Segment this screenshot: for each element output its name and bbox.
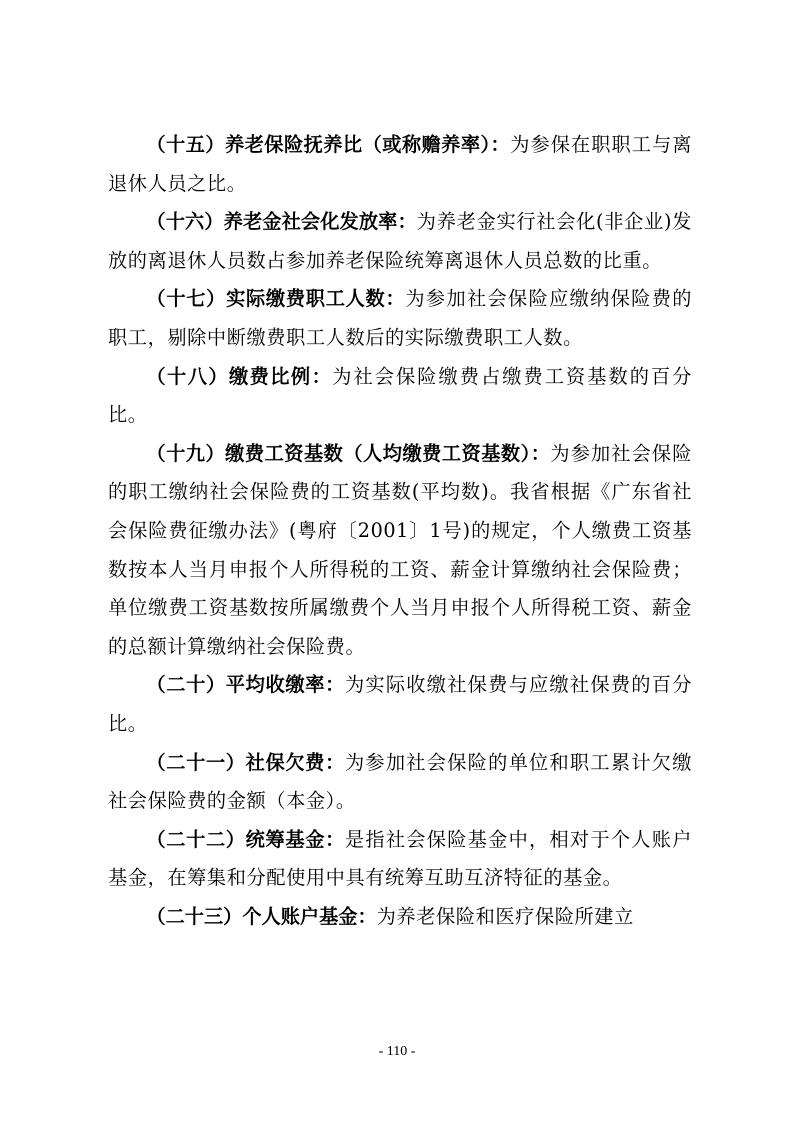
definition-term: （十七）实际缴费职工人数： <box>146 287 406 311</box>
page-number: - 110 - <box>378 1044 416 1059</box>
definition-text: 为养老金实行社会化(非企业)发放的离退休人员数占参加养老保险统筹离退休人员总数的比重。 <box>108 210 692 272</box>
definition-text: 为参加社会保险应缴纳保险费的职工，剔除中断缴费职工人数后的实际缴费职工人数。 <box>108 287 693 349</box>
definition-paragraph <box>108 744 692 821</box>
definition-term: （二十二）统筹基金： <box>146 827 345 851</box>
definition-term: （二十三）个人账户基金： <box>146 904 377 928</box>
definition-term: （十五）养老保险抚养比（或称赡养率）： <box>146 133 511 156</box>
definition-text: 为社会保险缴费占缴费工资基数的百分比。 <box>108 364 693 427</box>
definition-term: （二十一）社保欠费： <box>146 750 345 774</box>
definition-text: 为参加社会保险的单位和职工累计欠缴社会保险费的金额（本金）。 <box>108 750 692 813</box>
definition-paragraph <box>108 898 692 937</box>
definition-text: 为养老保险和医疗保险所建立 <box>376 904 634 928</box>
document-body <box>108 126 692 936</box>
definition-term: （十八）缴费比例： <box>146 364 333 388</box>
definition-paragraph <box>108 203 692 280</box>
definition-text: 为参保在职职工与离退休人员之比。 <box>108 133 692 195</box>
definition-text: 为参加社会保险的职工缴纳社会保险费的工资基数(平均数)。我省根据《广东省社会保险费征缴办法》(粤府〔2001〕1号)的规定，个人缴费工资基数按本人当月申报个人所得税的工资、薪金计算缴纳社会保险费；单位缴费工资基数按所属缴费个人当月申报个人所得税工资、薪金的总额计算缴纳社会保险费。 <box>108 441 692 658</box>
definition-term: （十六）养老金社会化发放率： <box>146 210 417 234</box>
definition-paragraph <box>108 280 692 357</box>
definition-paragraph <box>108 126 692 203</box>
definition-paragraph <box>108 821 692 898</box>
definition-paragraph <box>108 358 692 435</box>
definition-text: 是指社会保险基金中，相对于个人账户基金，在筹集和分配使用中具有统筹互助互济特征的基金。 <box>108 827 692 890</box>
definition-text: 为实际收缴社保费与应缴社保费的百分比。 <box>108 673 692 735</box>
definition-paragraph <box>108 435 692 667</box>
definition-paragraph <box>108 666 692 743</box>
definition-term: （二十）平均收缴率： <box>146 673 345 697</box>
definition-term: （十九）缴费工资基数（人均缴费工资基数）： <box>146 441 551 465</box>
